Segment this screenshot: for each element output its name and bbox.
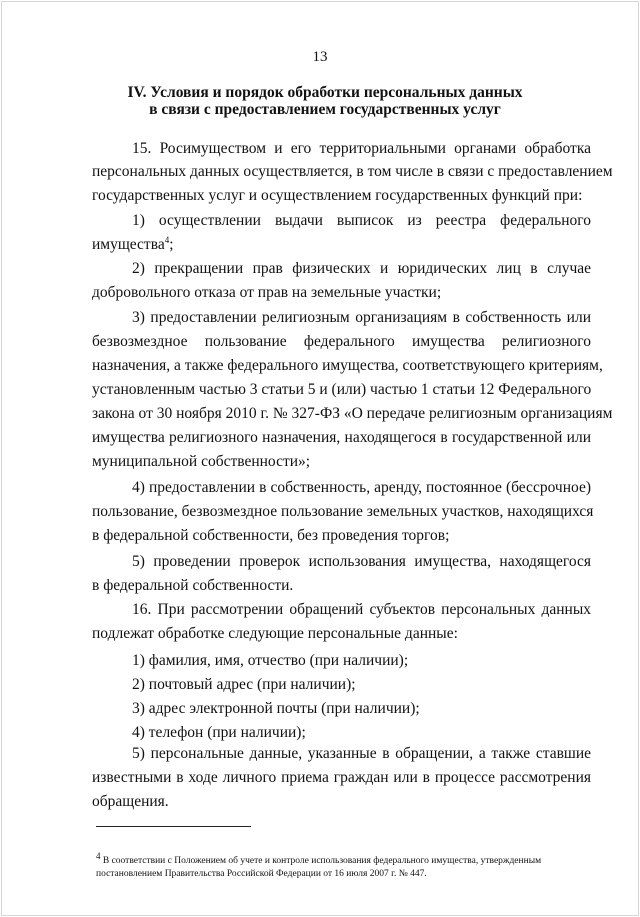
body-line-with-footnote-ref [92,236,591,254]
body-line: 16. При рассмотрении обращений субъектов персональных данных [132,601,591,618]
body-line: в федеральной собственности, без проведения торгов; [92,527,450,544]
body-line: 1) осуществлении выдачи выписок из реестра федерального [132,212,591,229]
body-line: 3) предоставлении религиозным организациям в собственность или [132,309,591,326]
footnote-line-1 [96,850,542,867]
body-line: 2) прекращении прав физических и юридических лиц в случае [132,260,591,277]
body-line: пользование, безвозмездное пользование земельных участков, находящихся [92,503,594,520]
list-item: 3) адрес электронной почты (при наличии); [132,700,420,717]
page-number: 13 [312,49,328,65]
footnote-reference: 4 [164,234,170,245]
body-line: имущества религиозного назначения, находящегося в государственной или [92,429,591,446]
body-line: добровольного отказа от прав на земельные участки; [92,284,442,301]
footnote-text: В соответствии с Положением об учете и контроле использования федерального имущества, утвержденным [102,856,542,866]
list-item: 2) почтовый адрес (при наличии); [132,676,356,693]
body-line: 15. Росимуществом и его территориальными органами обработка [132,140,591,157]
body-line: персональных данных осуществляется, в том числе в связи с предоставлением [92,163,613,180]
list-item: 1) фамилия, имя, отчество (при наличии); [132,652,409,669]
body-line: муниципальной собственности»; [92,453,311,470]
body-line: 4) предоставлении в собственность, аренду, постоянное (бессрочное) [132,479,591,496]
body-line: закона от 30 ноября 2010 г. № 327-ФЗ «О передаче религиозным организациям [92,405,613,422]
heading-line-1: IV. Условия и порядок обработки персональных данных [127,84,523,101]
footnote-line-2: постановлением Правительства Российской Федерации от 16 июля 2007 г. № 447. [96,869,427,879]
body-line: государственных услуг и осуществлением государственных функций при: [92,187,583,204]
body-line: установленным частью 3 статьи 5 и (или) частью 1 статьи 12 Федерального [92,381,592,398]
body-line: назначения, а также федерального имущества, соответствующего критериям, [92,357,603,374]
body-line: 5) проведении проверок использования имущества, находящегося [132,553,591,570]
footnote-marker: 4 [96,850,101,861]
body-line: 5) персональные данные, указанные в обращении, а также ставшие [132,745,591,762]
body-line: безвозмездное пользование федерального имущества религиозного [92,333,591,350]
heading-line-2: в связи с предоставлением государственных услуг [149,101,501,118]
body-line: подлежат обработке следующие персональные данные: [92,625,458,642]
body-line-text: имущества [92,236,165,253]
body-line: в федеральной собственности. [92,577,294,594]
body-line: обращения. [92,793,169,810]
body-line: известными в ходе личного приема граждан или в процессе рассмотрения [92,769,591,786]
list-item: 4) телефон (при наличии); [132,724,306,741]
footnote-reference-suffix: ; [169,236,174,253]
footnote-divider [96,826,251,827]
